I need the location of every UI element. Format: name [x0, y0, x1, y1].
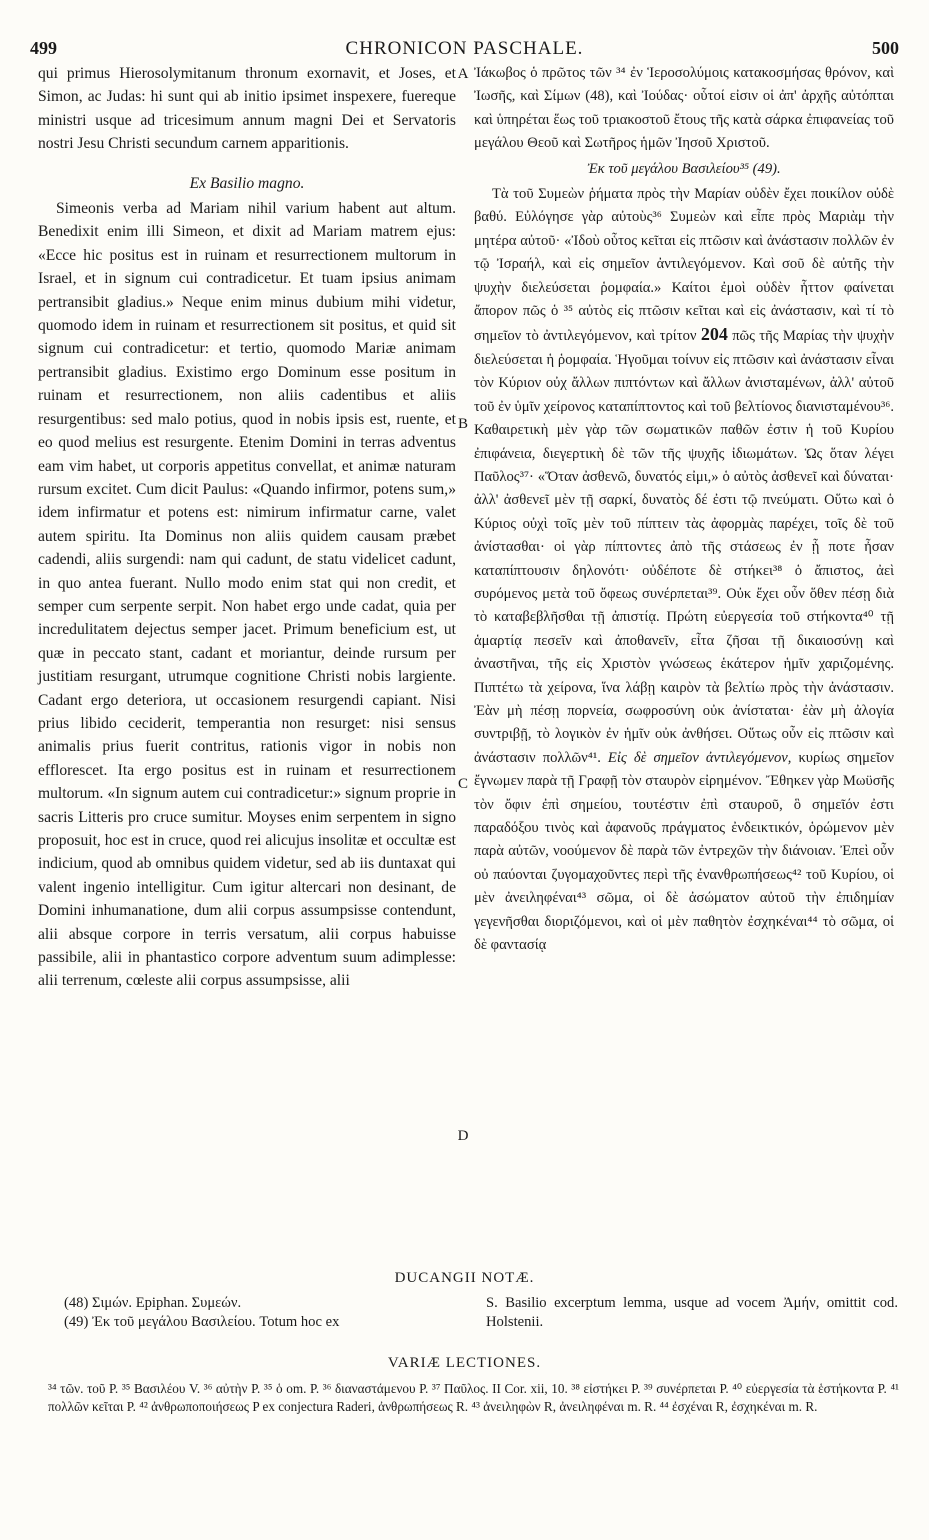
notes-title: DUCANGII NOTÆ.	[394, 1270, 535, 1286]
greek-italic-phrase: Εἰς δὲ σημεῖον ἀντιλεγόμενον,	[607, 749, 792, 766]
latin-intro: qui primus Hierosolymitanum thronum exornavit, et Joses, et Simon, ac Judas: hi sunt qui ab initio ipsimet inspexere, fuereque ministri usque ad tricesimum annum magni Dei et Servatoris nostri Jesu Christi secundum carnem apparitionis.	[38, 65, 456, 153]
latin-section-heading: Ex Basilio magno.	[189, 174, 305, 192]
greek-body-part2: πῶς τῆς Μαρίας τὴν ψυχὴν διελεύσεται ἡ ῥομφαία. Ἡγοῦμαι τοίνυν εἰς πτῶσιν καὶ ἀνάστασιν εἶναι τὸν Κύριον οὐχ ἄλλων πιπτόντων καὶ ἄλλων ἀνισταμένων, ἀλλ' αὐτοῦ τοῦ ἐν ὑμῖν χείρονος καταπίπτοντος καὶ τοῦ βελτίονος διανισταμένου³⁶. Καθαιρετικὴ μὲν γὰρ τῶν σωματικῶν παθῶν ἐστιν ἡ τοῦ Κυρίου ἐπιφάνεια, διεγερτικὴ δὲ τῶν τῆς ψυχῆς ἰδιωμάτων. Ὡς ὅταν λέγει Παῦλος³⁷· «Ὅταν ἀσθενῶ, δυνατός εἰμι,» ὁ αὐτὸς ἀσθενεῖ καὶ δύναται· ἀλλ' ἀσθενεῖ μὲν τῇ σαρκί, δυνατὸς δέ ἐστι τῷ πνεύματι. Οὕτω καὶ ὁ Κύριος οὐχὶ τοῖς μὲν τοῦ πίπτειν τὰς ἀφορμὰς παρέχει, τοῖς δὲ τοῦ ἀνίστασθαι· οἱ γὰρ πίπτοντες ἀπὸ τῆς στάσεως ἐν ᾗ ποτε ἦσαν καταπίπτουσιν δηλονότι· οὐδέποτε δὲ στήκει³⁸ ὁ ἄπιστος, ἀεὶ συρόμενος μετὰ τοῦ ὄφεως συνέρπεται³⁹. Οὐκ ἔχει οὖν ὅθεν πέσῃ διὰ τὸ καταβεβλῆσθαι τῇ ἀπιστίᾳ. Πρώτη εὐεργεσία τοῦ στήκοντα⁴⁰ τῇ ἁμαρτίᾳ πεσεῖν καὶ ἀποθανεῖν, εἶτα ζῆσαι τῇ δικαιοσύνῃ καὶ ἀναστῆναι, τῆς εἰς Χριστὸν γνώσεως ἑκάτερον ἡμῖν χαριζομένης. Πιπτέτω τὰ χείρονα, ἵνα λάβῃ καιρὸν τὰ βελτίω πρὸς τὴν ἀνάστασιν. Ἐὰν μὴ πέσῃ πορνεία, σωφροσύνη οὐκ ἀνίσταται· ἐὰν μὴ ἀλογία συντριβῇ, τὸ λογικὸν ἐν ἡμῖν οὐκ ἀνθήσει. Οὕτως οὖν εἰς πτῶσιν καὶ ἀνάστασιν πολλῶν⁴¹.	[474, 328, 894, 766]
greek-column	[474, 62, 894, 957]
margin-letter-b: B	[457, 416, 468, 432]
greek-section-heading: Ἐκ τοῦ μεγάλου Βασιλείου³⁵ (49).	[587, 160, 781, 177]
margin-letter-c: C	[457, 776, 468, 792]
page-header	[30, 38, 899, 60]
margin-letter-a: A	[457, 66, 469, 82]
edition-page-number: 204	[700, 324, 728, 345]
variae-title: VARIÆ LECTIONES.	[387, 1355, 542, 1371]
page-number-right: 500	[872, 38, 899, 58]
margin-letter-d: D	[457, 1128, 469, 1144]
note-right: S. Basilio excerptum lemma, usque ad vocem Ἀμήν, omittit cod. Holstenii.	[486, 1295, 898, 1330]
greek-body-part1: Τὰ τοῦ Συμεὼν ῥήματα πρὸς τὴν Μαρίαν οὐδὲν ἔχει ποικίλον οὐδὲ βαθύ. Εὐλόγησε γὰρ αὐτοὺς³⁶ Συμεὼν καὶ εἶπε πρὸς Μαριὰμ τὴν μητέρα αὐτοῦ· «Ἰδοὺ οὗτος κεῖται εἰς πτῶσιν καὶ ἀνάστασιν πολλῶν ἐν τῷ Ἰσραήλ, καὶ εἰς σημεῖον ἀντιλεγόμενον. Καὶ σοῦ δὲ αὐτῆς τὴν ψυχὴν διελεύσεται ῥομφαία.» Καίτοι ἐμοὶ οὐδὲν ἧττον φαίνεται ἄπορον πῶς ὁ ³⁵ αὐτὸς εἰς πτῶσιν κεῖται καὶ εἰς ἀνάστασιν, καὶ τί τὸ σημεῖον τὸ ἀντιλεγόμενον, καὶ τρίτον	[474, 186, 894, 345]
latin-column	[38, 62, 456, 993]
greek-body-part3: κυρίως σημεῖον ἔγνωμεν παρὰ τῇ Γραφῇ τὸν σταυρὸν εἰρημένον. Ἔθηκεν γὰρ Μωϋσῆς τὸν ὄφιν ἐπὶ σημείου, τουτέστιν ἐπὶ σταυροῦ, ὃ σημεῖόν ἐστι παραδόξου τινὸς καὶ ἀφανοῦς πράγματος ἐνδεικτικόν, ὁρώμενον μὲν παρὰ αὐτῶν, νοούμενον δὲ παρὰ τῶν ἐντρεχῶν τὴν διάνοιαν. Ἐπεὶ οὖν οὐ παύονται ζυγομαχοῦντες περὶ τῆς ἐνανθρωπήσεως⁴² τοῦ Κυρίου, οἱ μὲν ἀνειληφέναι⁴³ σῶμα, οἱ δὲ ἀσώματον αὐτοῦ τὴν ἐπιδημίαν γεγενῆσθαι διοριζόμενοι, καὶ οἱ μὲν παθητὸν ἐσχηκέναι⁴⁴ τὸ σῶμα, οἱ δὲ φαντασίᾳ	[474, 749, 894, 954]
variae-lectiones: ³⁴ τῶν. τοῦ P. ³⁵ Βασιλέου V. ³⁶ αὐτὴν P. ³⁵ ὁ om. P. ³⁶ διαναστάμενου P. ³⁷ Παῦλος. II Cor. xii, 10. ³⁸ εἰστήκει P. ³⁹ συνέρπεται P. ⁴⁰ εὐεργεσία τὰ ἑστήκοντα P. ⁴¹ πολλῶν κεῖται P. ⁴² ἀνθρωποποιήσεως P ex conjectura Raderi, ἀνθρωπήσεως R. ⁴³ ἀνειληφὼν R, ἀνειληφέναι m. R. ⁴⁴ ἐσχέναι R, ἐσχηκέναι m. R.	[48, 1381, 899, 1414]
note-48: (48) Σιμών. Epiphan. Συμεών.	[64, 1295, 242, 1311]
page-number-left: 499	[30, 38, 57, 58]
greek-intro: Ἰάκωβος ὁ πρῶτος τῶν ³⁴ ἐν Ἱεροσολύμοις κατακοσμήσας θρόνον, καὶ Ἰωσῆς, καὶ Σίμων (48), καὶ Ἰούδας· οὗτοί εἰσιν οἱ ἀπ' ἀρχῆς αὐτόπται καὶ ὑπηρέται ἕως τοῦ τριακοστοῦ ἔτους τῆς κατὰ σάρκα ἐπιφανείας τοῦ μεγάλου Θεοῦ καὶ Σωτῆρος ἡμῶν Ἰησοῦ Χριστοῦ.	[474, 65, 894, 152]
greek-body	[474, 183, 894, 957]
page-title: CHRONICON PASCHALE.	[345, 38, 584, 59]
latin-body: Simeonis verba ad Mariam nihil varium habent aut altum. Benedixit enim illi Simeon, et dixit ad Mariam matrem ejus: «Ecce hic positus est in ruinam et resurrectionem multorum in Israel, et in signum cui contradicetur. Et tuam ipsius animam pertransibit gladius.» Neque enim minus dubium mihi videtur, quomodo idem in ruinam et resurrectionem sit positus, et quid sit signum cui contradicetur: et tertio, quomodo Mariæ animam pertransibit gladius. Existimo ergo Dominum esse positum in ruinam et resurrectionem, non aliis cadentibus et aliis resurgentibus: sed malo potius, quod in nobis ipsis est, ruente, et eo quod melius est resurgente. Etenim Domini in terras adventus eam vim habet, ut corporis appetitus convellat, et animæ naturam rursum excitet. Cum dicit Paulus: «Quando infirmor, potens sum,» idem infirmatur et potens est: nimirum infirmatur carne, valet autem spiritu. Ita Dominus non aliis quidem causam præbet cadendi, aliis surgendi: nam qui cadunt, de statu videlicet cadunt, in quo antea fuerant. Nullo modo enim stat qui non credit, et semper cum serpente serpit. Non habet ergo unde cadat, quia per incredulitatem dejectus semper jacet. Primum beneficium est, ut quæ in peccato stant, cadant et moriantur, deinde rursum per justitiam resurgant, utrumque cognitione Christi nobis largiente. Cadant ergo deteriora, ut occasionem resurgendi capiant. Nisi prius libido ceciderit, temperantia non resurget: nisi sensus animalis prius fuerit contritus, rationis vigor in nobis non efflorescet. Ita ergo positus est in ruinam et resurrectionem multorum. «In signum autem cui contradicetur:» signum proprie in sacris Litteris pro cruce sumitur. Moyses enim serpentem in signo proposuit, hoc est in cruce, quod rei alicujus insolitæ et occultæ est indicium, quod ab omnibus quidem videtur, sed ab iis duntaxat qui valent ingenio intelligitur. Cum igitur altercari non desinant, de Domini inhumanatione, dum alii corpus assumpsisse contendunt, alii absque corpore in terris versatum, alii corpus habuisse passibile, alii in phantastico corpore adventum suum adimplesse: alii terrenum, cœleste alii corpus assumpsisse, alii	[38, 200, 456, 990]
note-49: (49) Ἐκ τοῦ μεγάλου Βασιλείου. Totum hoc ex	[64, 1314, 340, 1330]
